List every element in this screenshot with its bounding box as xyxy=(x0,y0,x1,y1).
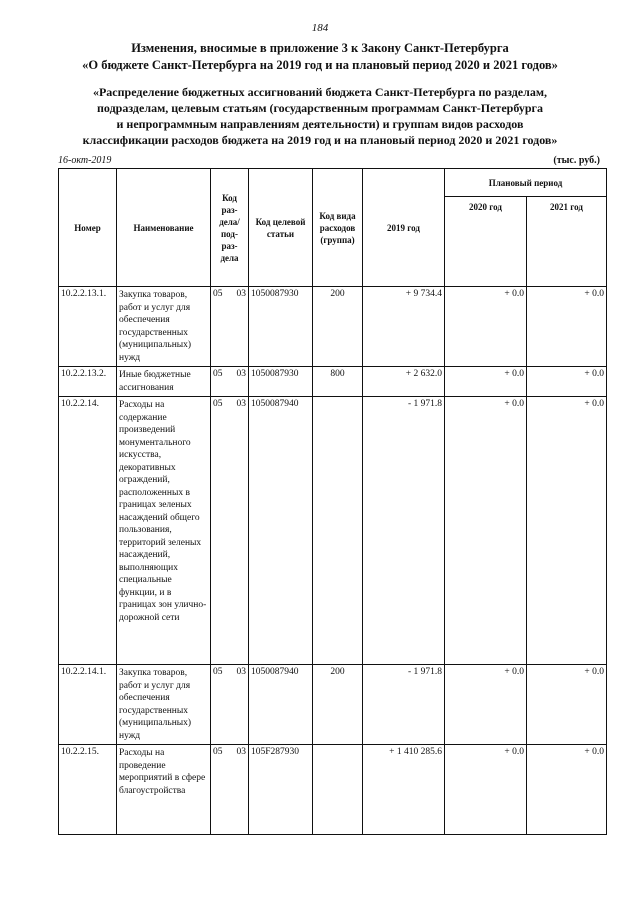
row-section-code: 05 03 xyxy=(211,367,249,397)
row-name: Иные бюджетные ассигнования xyxy=(117,367,211,397)
row-value-2020: + 0.0 xyxy=(445,367,527,397)
row-expense-code xyxy=(313,397,363,665)
table-row xyxy=(59,745,607,835)
row-number: 10.2.2.15. xyxy=(59,745,117,835)
document-subtitle xyxy=(20,84,620,148)
table-row xyxy=(59,287,607,367)
row-value-2021: + 0.0 xyxy=(527,287,607,367)
table-row xyxy=(59,397,607,665)
row-name: Закупка товаров, работ и услуг для обеспечения государственных (муниципальных) нужд xyxy=(117,287,211,367)
row-name: Закупка товаров, работ и услуг для обеспечения государственных (муниципальных) нужд xyxy=(117,665,211,745)
row-value-2020: + 0.0 xyxy=(445,665,527,745)
row-expense-code: 200 xyxy=(313,287,363,367)
row-value-2019: + 9 734.4 xyxy=(363,287,445,367)
row-value-2021: + 0.0 xyxy=(527,397,607,665)
row-value-2021: + 0.0 xyxy=(527,745,607,835)
row-name: Расходы на содержание произведений монументального искусства, декоративных ограждений, расположенных в границах зеленых насаждений общего пользования, территорий зеленых насаждений, выполняющих специальные функции, и в границах зон улично-дорожной сети xyxy=(117,397,211,665)
header-name: Наименование xyxy=(117,169,211,287)
row-number: 10.2.2.13.2. xyxy=(59,367,117,397)
document-date: 16-окт-2019 xyxy=(58,155,112,166)
subtitle-line-1: «Распределение бюджетных ассигнований бюджета Санкт-Петербурга по разделам, xyxy=(92,85,548,99)
row-section-code: 05 03 xyxy=(211,745,249,835)
header-target-code: Код целевой статьи xyxy=(249,169,313,287)
header-section-code: Код раз- дела/ под- раз- дела xyxy=(211,169,249,287)
subtitle-line-4: классификации расходов бюджета на 2019 год и на плановый период 2020 и 2021 годов» xyxy=(82,133,558,147)
row-name: Расходы на проведение мероприятий в сфере благоустройства xyxy=(117,745,211,835)
document-title xyxy=(0,40,640,74)
title-line-2: «О бюджете Санкт-Петербурга на 2019 год и на плановый период 2020 и 2021 годов» xyxy=(82,58,558,72)
row-section-code: 05 03 xyxy=(211,287,249,367)
row-target-code: 1050087940 xyxy=(249,665,313,745)
row-number: 10.2.2.13.1. xyxy=(59,287,117,367)
table-row xyxy=(59,665,607,745)
row-value-2021: + 0.0 xyxy=(527,665,607,745)
row-value-2019: + 2 632.0 xyxy=(363,367,445,397)
row-target-code: 1050087930 xyxy=(249,367,313,397)
row-target-code: 105F287930 xyxy=(249,745,313,835)
row-value-2021: + 0.0 xyxy=(527,367,607,397)
row-expense-code: 200 xyxy=(313,665,363,745)
budget-table xyxy=(58,168,607,835)
header-2020: 2020 год xyxy=(445,197,527,287)
header-expense-code: Код вида расходов (группа) xyxy=(313,169,363,287)
row-number: 10.2.2.14.1. xyxy=(59,665,117,745)
subtitle-line-3: и непрограммным направлениям деятельности) и группам видов расходов xyxy=(116,117,524,131)
page-number: 184 xyxy=(311,22,329,34)
header-number: Номер xyxy=(59,169,117,287)
row-number: 10.2.2.14. xyxy=(59,397,117,665)
row-value-2020: + 0.0 xyxy=(445,397,527,665)
header-2019: 2019 год xyxy=(363,169,445,287)
title-line-1: Изменения, вносимые в приложение 3 к Закону Санкт-Петербурга xyxy=(131,41,509,55)
row-value-2019: - 1 971.8 xyxy=(363,397,445,665)
row-expense-code: 800 xyxy=(313,367,363,397)
row-expense-code xyxy=(313,745,363,835)
units-label: (тыс. руб.) xyxy=(553,155,600,166)
header-2021: 2021 год xyxy=(527,197,607,287)
row-target-code: 1050087930 xyxy=(249,287,313,367)
subtitle-line-2: подразделам, целевым статьям (государственным программам Санкт-Петербурга xyxy=(97,101,543,115)
row-value-2019: - 1 971.8 xyxy=(363,665,445,745)
header-planned-period: Плановый период xyxy=(445,169,607,197)
row-section-code: 05 03 xyxy=(211,397,249,665)
row-section-code: 05 03 xyxy=(211,665,249,745)
row-value-2019: + 1 410 285.6 xyxy=(363,745,445,835)
row-value-2020: + 0.0 xyxy=(445,745,527,835)
row-target-code: 1050087940 xyxy=(249,397,313,665)
row-value-2020: + 0.0 xyxy=(445,287,527,367)
table-row xyxy=(59,367,607,397)
